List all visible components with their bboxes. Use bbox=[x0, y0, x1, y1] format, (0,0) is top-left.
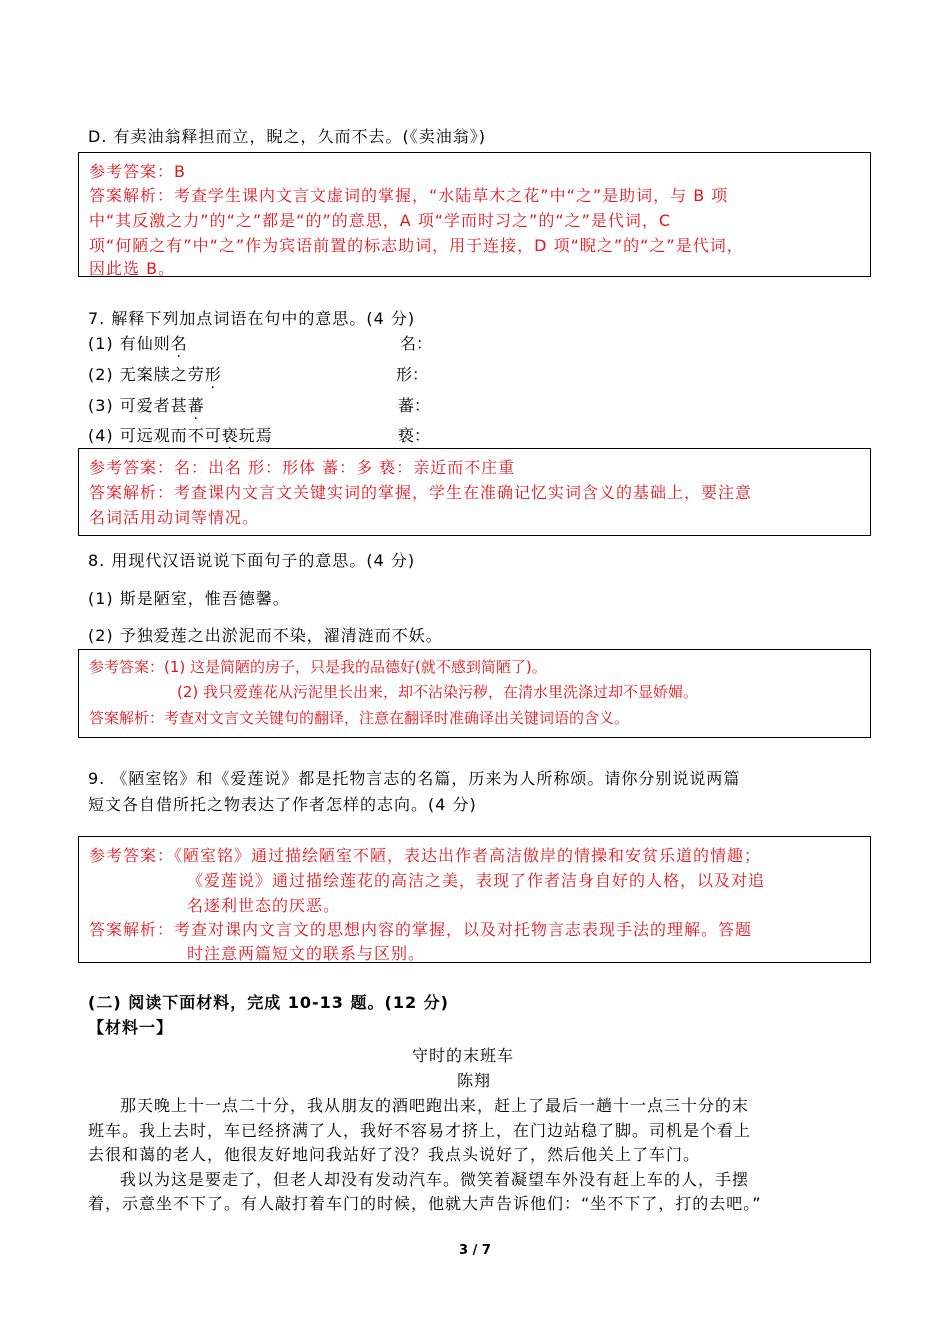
q8-question: 8. 用现代汉语说说下面句子的意思。(4 分) bbox=[88, 551, 416, 570]
q9-answer-box bbox=[78, 836, 871, 963]
q7-item-1 bbox=[88, 331, 188, 354]
answer-line: 《爱莲说》通过描绘莲花的高洁之美，表现了作者洁身自好的人格，以及对追 bbox=[187, 871, 766, 890]
q9-question-line: 9. 《陋室铭》和《爱莲说》都是托物言志的名篇，历来为人所称颂。请你分别说说两篇 bbox=[88, 769, 741, 788]
q7-question: 7. 解释下列加点词语在句中的意思。(4 分) bbox=[88, 309, 416, 328]
article-author: 陈翔 bbox=[457, 1071, 492, 1090]
q7-item-2 bbox=[88, 362, 222, 385]
answer-line: 因此选 B。 bbox=[89, 259, 176, 278]
paragraph-line: 着，示意坐不下了。有人敲打着车门的时候，他就大声告诉他们：“坐不下了，打的去吧。” bbox=[88, 1194, 762, 1213]
q7-item-4 bbox=[88, 423, 273, 446]
answer-line: 答案解析：考查对课内文言文的思想内容的掌握，以及对托物言志表现手法的理解。答题 bbox=[89, 920, 753, 939]
q6-answer-box bbox=[78, 152, 871, 277]
dotted-word: 名 bbox=[170, 334, 188, 353]
answer-line: 参考答案：《陋室铭》通过描绘陋室不陋，表达出作者高洁傲岸的情操和安贫乐道的情趣； bbox=[89, 846, 762, 865]
q8-item-1: (1) 斯是陋室，惟吾德馨。 bbox=[88, 589, 290, 608]
answer-line: 项“何陋之有”中“之”作为宾语前置的标志助词，用于连接，D 项“睨之”的“之”是代词， bbox=[89, 236, 744, 255]
article-title: 守时的末班车 bbox=[412, 1046, 515, 1065]
answer-line: (2) 我只爱莲花从污泥里长出来，却不沾染污秽，在清水里洗涤过却不显娇媚。 bbox=[177, 683, 699, 701]
answer-line: 参考答案：名：出名 形：形体 蕃：多 亵：亲近而不庄重 bbox=[89, 458, 516, 477]
material-label: 【材料一】 bbox=[88, 1018, 174, 1037]
q7-item-2-label: 形： bbox=[396, 365, 429, 384]
answer-line: 参考答案：(1) 这是简陋的房子，只是我的品德好(就不感到简陋了)。 bbox=[89, 658, 547, 676]
q7-item-3-label: 蕃： bbox=[398, 396, 431, 415]
q8-item-2: (2) 予独爱莲之出淤泥而不染，濯清涟而不妖。 bbox=[88, 626, 443, 645]
answer-line: 中“其反激之力”的“之”都是“的”的意思，A 项“学而时习之”的“之”是代词，C bbox=[89, 211, 672, 230]
answer-line: 答案解析：考查课内文言文关键实词的掌握，学生在准确记忆实词含义的基础上，要注意 bbox=[89, 483, 753, 502]
item-text: (2) 无案牍之劳 bbox=[88, 365, 205, 384]
paragraph-line: 那天晚上十一点二十分，我从朋友的酒吧跑出来，赶上了最后一趟十一点三十分的末 bbox=[120, 1096, 750, 1115]
answer-line: 答案解析：考查对文言文关键句的翻译，注意在翻译时准确译出关键词语的含义。 bbox=[89, 709, 630, 727]
dotted-word: 形 bbox=[204, 365, 222, 384]
answer-line: 名词活用动词等情况。 bbox=[89, 508, 260, 527]
answer-line: 名逐利世态的厌恶。 bbox=[187, 896, 341, 915]
q7-item-1-label: 名： bbox=[400, 334, 433, 353]
q9-question-line: 短文各自借所托之物表达了作者怎样的志向。(4 分) bbox=[88, 795, 477, 814]
answer-line: 时注意两篇短文的联系与区别。 bbox=[187, 944, 426, 963]
answer-line: 参考答案：B bbox=[89, 162, 186, 181]
item-text: (1) 有仙则 bbox=[88, 334, 171, 353]
q8-answer-box bbox=[78, 649, 871, 738]
answer-line: 答案解析：考查学生课内文言文虚词的掌握，“水陆草木之花”中“之”是助词，与 B 项 bbox=[89, 186, 729, 205]
dotted-word: 蕃 bbox=[187, 396, 205, 415]
dotted-word: 亵 bbox=[221, 426, 239, 445]
q7-answer-box bbox=[78, 448, 871, 536]
paragraph-line: 我以为这是要走了，但老人却没有发动汽车。微笑着凝望车外没有赶上车的人，手摆 bbox=[120, 1170, 750, 1189]
item-text: 玩焉 bbox=[238, 426, 273, 445]
q7-item-3 bbox=[88, 393, 205, 416]
section-heading: (二) 阅读下面材料，完成 10-13 题。(12 分) bbox=[88, 993, 449, 1012]
item-text: (4) 可远观而不可 bbox=[88, 426, 222, 445]
q7-item-4-label: 亵： bbox=[398, 426, 431, 445]
item-text: (3) 可爱者甚 bbox=[88, 396, 188, 415]
paragraph-line: 班车。我上去时，车已经挤满了人，我好不容易才挤上，在门边站稳了脚。司机是个看上 bbox=[88, 1121, 752, 1140]
q6-option-d: D. 有卖油翁释担而立，睨之，久而不去。(《卖油翁》) bbox=[88, 127, 486, 146]
paragraph-line: 去很和蔼的老人，他很友好地问我站好了没？我点头说好了，然后他关上了车门。 bbox=[88, 1145, 701, 1164]
page-number: 3 / 7 bbox=[459, 1243, 491, 1258]
